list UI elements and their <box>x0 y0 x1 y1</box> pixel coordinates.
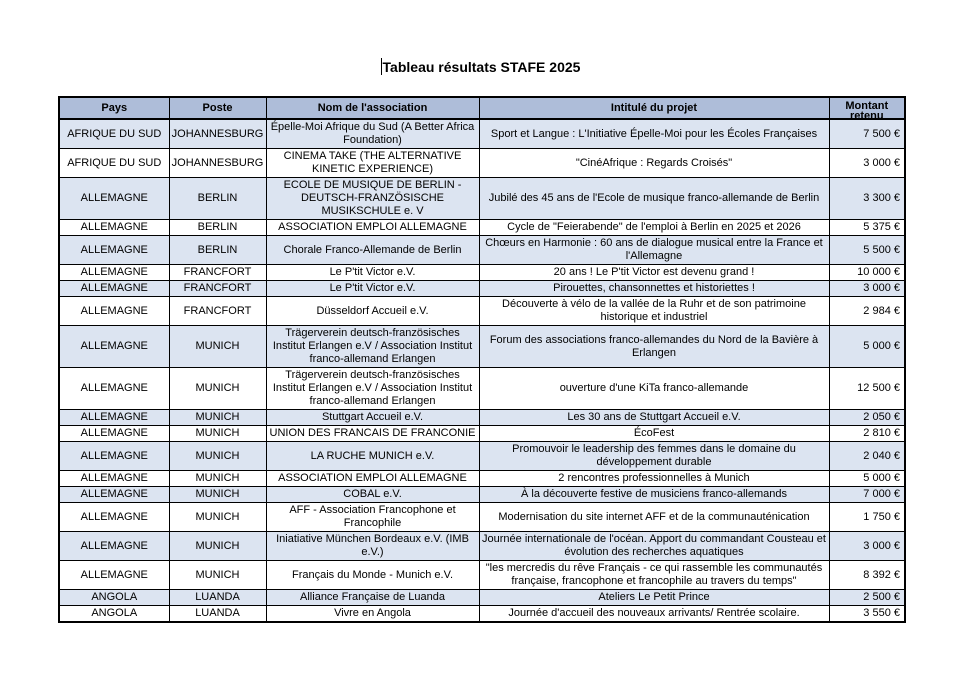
table-header-row <box>59 97 905 119</box>
table-row <box>59 426 905 442</box>
table-row <box>59 532 905 561</box>
cell-projet: Les 30 ans de Stuttgart Accueil e.V. <box>479 410 829 426</box>
cell-montant: 2 500 € <box>829 590 905 606</box>
cell-montant: 2 050 € <box>829 410 905 426</box>
cell-montant: 5 375 € <box>829 220 905 236</box>
table-row <box>59 149 905 178</box>
cell-projet: Forum des associations franco-allemandes du Nord de la Bavière à Erlangen <box>479 326 829 368</box>
cell-association: Français du Monde - Munich e.V. <box>266 561 479 590</box>
cell-projet: Ateliers Le Petit Prince <box>479 590 829 606</box>
cell-poste: BERLIN <box>169 236 266 265</box>
cell-projet: "CinéAfrique : Regards Croisés" <box>479 149 829 178</box>
cell-projet: Journée d'accueil des nouveaux arrivants/ Rentrée scolaire. <box>479 606 829 623</box>
cell-poste: FRANCFORT <box>169 297 266 326</box>
cell-association: Le P'tit Victor e.V. <box>266 281 479 297</box>
cell-pays: ALLEMAGNE <box>59 561 169 590</box>
cell-montant: 2 040 € <box>829 442 905 471</box>
cell-pays: ALLEMAGNE <box>59 220 169 236</box>
cell-poste: BERLIN <box>169 220 266 236</box>
cell-pays: ALLEMAGNE <box>59 265 169 281</box>
cell-projet: Promouvoir le leadership des femmes dans le domaine du développement durable <box>479 442 829 471</box>
cell-poste: JOHANNESBURG <box>169 119 266 149</box>
column-header-pays: Pays <box>59 97 169 119</box>
cell-montant: 3 000 € <box>829 532 905 561</box>
table-row <box>59 119 905 149</box>
cell-projet: Cycle de "Feierabende" de l'emploi à Berlin en 2025 et 2026 <box>479 220 829 236</box>
table-row <box>59 590 905 606</box>
table-row <box>59 410 905 426</box>
cell-poste: MUNICH <box>169 426 266 442</box>
cell-association: Chorale Franco-Allemande de Berlin <box>266 236 479 265</box>
page-title-text: Tableau résultats STAFE 2025 <box>382 59 581 75</box>
cell-association: Épelle-Moi Afrique du Sud (A Better Africa Foundation) <box>266 119 479 149</box>
cell-montant: 8 392 € <box>829 561 905 590</box>
column-header-montant: Montant retenu <box>829 97 905 119</box>
cell-poste: MUNICH <box>169 471 266 487</box>
cell-pays: ALLEMAGNE <box>59 236 169 265</box>
cell-pays: ALLEMAGNE <box>59 426 169 442</box>
cell-pays: ALLEMAGNE <box>59 532 169 561</box>
table-row <box>59 265 905 281</box>
cell-pays: ALLEMAGNE <box>59 471 169 487</box>
cell-poste: MUNICH <box>169 410 266 426</box>
cell-poste: MUNICH <box>169 442 266 471</box>
text-cursor <box>381 58 382 75</box>
cell-montant: 3 000 € <box>829 281 905 297</box>
table-row <box>59 487 905 503</box>
cell-montant: 12 500 € <box>829 368 905 410</box>
cell-montant: 3 300 € <box>829 178 905 220</box>
table-row <box>59 326 905 368</box>
cell-association: Vivre en Angola <box>266 606 479 623</box>
cell-pays: ALLEMAGNE <box>59 281 169 297</box>
cell-association: COBAL e.V. <box>266 487 479 503</box>
cell-poste: LUANDA <box>169 606 266 623</box>
column-header-poste: Poste <box>169 97 266 119</box>
cell-projet: Jubilé des 45 ans de l'Ecole de musique franco-allemande de Berlin <box>479 178 829 220</box>
table-row <box>59 471 905 487</box>
cell-association: ECOLE DE MUSIQUE DE BERLIN - DEUTSCH-FRANZÖSISCHE MUSIKSCHULE e. V <box>266 178 479 220</box>
cell-pays: ALLEMAGNE <box>59 178 169 220</box>
cell-pays: ANGOLA <box>59 590 169 606</box>
cell-projet: Modernisation du site internet AFF et de la communauténication <box>479 503 829 532</box>
table-body <box>59 119 905 622</box>
cell-association: Iniatiative München Bordeaux e.V. (IMB e.V.) <box>266 532 479 561</box>
cell-poste: BERLIN <box>169 178 266 220</box>
cell-poste: MUNICH <box>169 561 266 590</box>
cell-montant: 1 750 € <box>829 503 905 532</box>
table-row <box>59 236 905 265</box>
cell-poste: MUNICH <box>169 487 266 503</box>
cell-projet: Chœurs en Harmonie : 60 ans de dialogue musical entre la France et l'Allemagne <box>479 236 829 265</box>
column-header-association: Nom de l'association <box>266 97 479 119</box>
cell-association: Le P'tit Victor e.V. <box>266 265 479 281</box>
table-row <box>59 178 905 220</box>
cell-pays: ALLEMAGNE <box>59 503 169 532</box>
table-row <box>59 561 905 590</box>
cell-pays: ALLEMAGNE <box>59 297 169 326</box>
cell-association: Trägerverein deutsch-französisches Institut Erlangen e.V / Association Institut franco-allemand Erlangen <box>266 368 479 410</box>
cell-poste: MUNICH <box>169 326 266 368</box>
cell-poste: FRANCFORT <box>169 281 266 297</box>
cell-pays: ALLEMAGNE <box>59 326 169 368</box>
cell-montant: 5 500 € <box>829 236 905 265</box>
cell-association: Alliance Française de Luanda <box>266 590 479 606</box>
cell-projet: "les mercredis du rêve Français - ce qui rassemble les communautés française, francophone et francophile au travers du temps" <box>479 561 829 590</box>
cell-poste: JOHANNESBURG <box>169 149 266 178</box>
cell-montant: 2 984 € <box>829 297 905 326</box>
cell-poste: MUNICH <box>169 503 266 532</box>
table-row <box>59 281 905 297</box>
cell-pays: ANGOLA <box>59 606 169 623</box>
results-table <box>58 96 906 623</box>
cell-association: LA RUCHE MUNICH e.V. <box>266 442 479 471</box>
cell-pays: AFRIQUE DU SUD <box>59 119 169 149</box>
cell-association: UNION DES FRANCAIS DE FRANCONIE <box>266 426 479 442</box>
cell-projet: 20 ans ! Le P'tit Victor est devenu grand ! <box>479 265 829 281</box>
cell-montant: 5 000 € <box>829 326 905 368</box>
column-header-projet: Intitulé du projet <box>479 97 829 119</box>
cell-association: ASSOCIATION EMPLOI ALLEMAGNE <box>266 220 479 236</box>
page-title <box>0 57 961 77</box>
cell-association: Trägerverein deutsch-französisches Institut Erlangen e.V / Association Institut franco-allemand Erlangen <box>266 326 479 368</box>
cell-montant: 10 000 € <box>829 265 905 281</box>
cell-association: CINEMA TAKE (THE ALTERNATIVE KINETIC EXPERIENCE) <box>266 149 479 178</box>
cell-montant: 7 500 € <box>829 119 905 149</box>
cell-pays: ALLEMAGNE <box>59 487 169 503</box>
table-row <box>59 606 905 623</box>
cell-montant: 2 810 € <box>829 426 905 442</box>
table-row <box>59 503 905 532</box>
cell-projet: À la découverte festive de musiciens franco-allemands <box>479 487 829 503</box>
table-row <box>59 220 905 236</box>
cell-projet: ÉcoFest <box>479 426 829 442</box>
cell-pays: ALLEMAGNE <box>59 368 169 410</box>
cell-poste: MUNICH <box>169 532 266 561</box>
cell-pays: ALLEMAGNE <box>59 442 169 471</box>
cell-montant: 3 000 € <box>829 149 905 178</box>
cell-pays: AFRIQUE DU SUD <box>59 149 169 178</box>
cell-poste: LUANDA <box>169 590 266 606</box>
cell-projet: Sport et Langue : L'Initiative Épelle-Moi pour les Écoles Françaises <box>479 119 829 149</box>
cell-association: Düsseldorf Accueil e.V. <box>266 297 479 326</box>
table-row <box>59 368 905 410</box>
cell-poste: MUNICH <box>169 368 266 410</box>
cell-montant: 5 000 € <box>829 471 905 487</box>
cell-association: AFF - Association Francophone et Francophile <box>266 503 479 532</box>
cell-projet: Découverte à vélo de la vallée de la Ruhr et de son patrimoine historique et industriel <box>479 297 829 326</box>
table-row <box>59 297 905 326</box>
cell-association: ASSOCIATION EMPLOI ALLEMAGNE <box>266 471 479 487</box>
cell-association: Stuttgart Accueil e.V. <box>266 410 479 426</box>
cell-pays: ALLEMAGNE <box>59 410 169 426</box>
cell-montant: 7 000 € <box>829 487 905 503</box>
cell-projet: ouverture d'une KiTa franco-allemande <box>479 368 829 410</box>
cell-projet: 2 rencontres professionnelles à Munich <box>479 471 829 487</box>
table-row <box>59 442 905 471</box>
cell-poste: FRANCFORT <box>169 265 266 281</box>
cell-projet: Pirouettes, chansonnettes et historiettes ! <box>479 281 829 297</box>
cell-montant: 3 550 € <box>829 606 905 623</box>
cell-projet: Journée internationale de l'océan. Apport du commandant Cousteau et évolution des recherches aquatiques <box>479 532 829 561</box>
